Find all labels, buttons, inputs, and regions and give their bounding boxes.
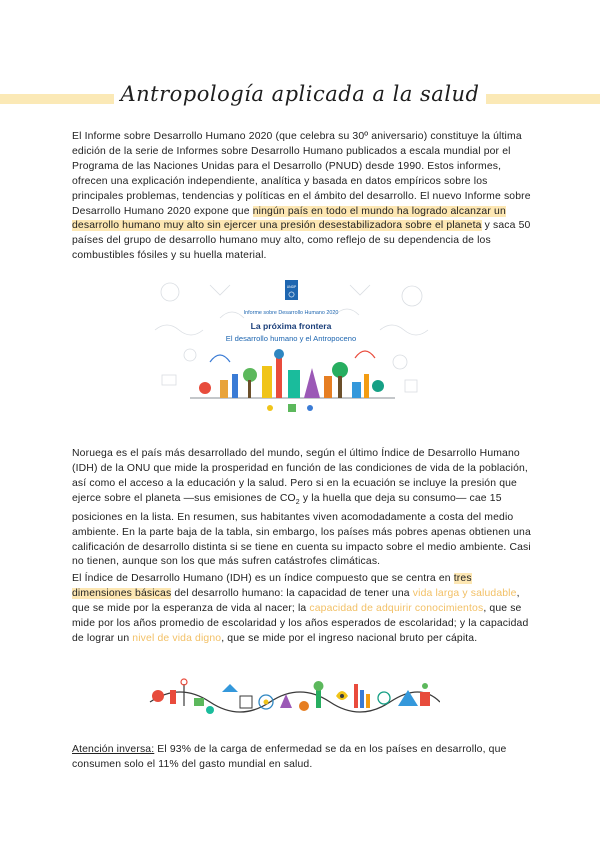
report-illustration <box>190 349 395 412</box>
soft-long-life: vida larga y saludable <box>412 587 517 599</box>
paragraph-inverse-attention: Atención inversa: El 93% de la carga de enfermedad se da en los países en desarrollo, que consumen solo el 11% del gasto mundial en salud. <box>72 744 507 770</box>
paragraph-idh: El Índice de Desarrollo Humano (IDH) es un índice compuesto que se centra en tres dimensiones básicas del desarrollo humano: la capacidad de tener una vida larga y saludable, que se mide por la esperanza de vida al nacer; la capacidad de adquirir conocimientos, que se mide por los años promedio de escolaridad y los años esperados de escolaridad; y la capacidad de lograr un nivel de vida digno, que se mide por el ingreso nacional bruto per cápita. <box>72 573 529 644</box>
page-title: Antropología aplicada a la salud <box>0 82 600 106</box>
report-caption-subtitle: El desarrollo humano y el Antropoceno <box>225 334 357 343</box>
paragraph-norway: Noruega es el país más desarrollado del mundo, según el último Índice de Desarrollo Humano (IDH) de la ONU que mide la prosperidad en función de las condiciones de vida de la población, así como el acceso a la educación y la salud. Pero si en la ecuación se incluye la presión que ejerce sobre el planeta —sus emisiones de $CO_2$ y la huella que deja su consumo— cae 15 posiciones en la lista. En resumen, sus habitantes viven acomodadamente a costa del medio ambiente. En la parte baja de la tabla, sin embargo, los países más pobres apenas obtienen una calificación de desarrollo distinta si se tiene en cuenta su impacto sobre el medio ambiente. Casi no tienen, aunque son los que más sufren catástrofes climáticas. <box>72 448 531 568</box>
report-caption-title: La próxima frontera <box>250 321 332 331</box>
highlight-text: ningún país en todo el mundo ha logrado alcanzar un desarrollo humano muy alto sin ejercer una presión desestabilizadora sobre el planeta <box>72 205 506 232</box>
development-icons-image <box>140 662 440 722</box>
svg-text:UNDP: UNDP <box>286 285 297 289</box>
report-cover-image <box>150 270 432 418</box>
inverse-attention-label: Atención inversa: <box>72 744 155 755</box>
report-caption-small: Informe sobre Desarrollo Humano 2020 <box>243 310 339 316</box>
undp-logo <box>285 280 298 300</box>
paragraph-intro: El Informe sobre Desarrollo Humano 2020 (que celebra su 30º aniversario) constituye la última edición de la serie de Informes sobre Desarrollo Humano publicados a escala mundial por el Programa de las Naciones Unidas para el Desarrollo (PNUD) desde 1990. Estos informes, ofrecen una explicación independiente, analítica y basada en datos empíricos sobre los principales problemas, tendencias y políticas en el ámbito del desarrollo. El nuevo Informe sobre Desarrollo Humano 2020 expone que ningún país en todo el mundo ha logrado alcanzar un desarrollo humano muy alto sin ejercer una presión desestabilizadora sobre el planeta y saca 50 países del grupo de desarrollo humano muy alto, como reflejo de su dependencia de los combustibles fósiles y su huella material. <box>72 131 531 262</box>
highlight-dimensions: tres dimensiones básicas <box>72 573 472 599</box>
soft-living-standard: nivel de vida digno <box>132 632 222 644</box>
soft-knowledge: capacidad de adquirir conocimientos <box>309 602 484 614</box>
